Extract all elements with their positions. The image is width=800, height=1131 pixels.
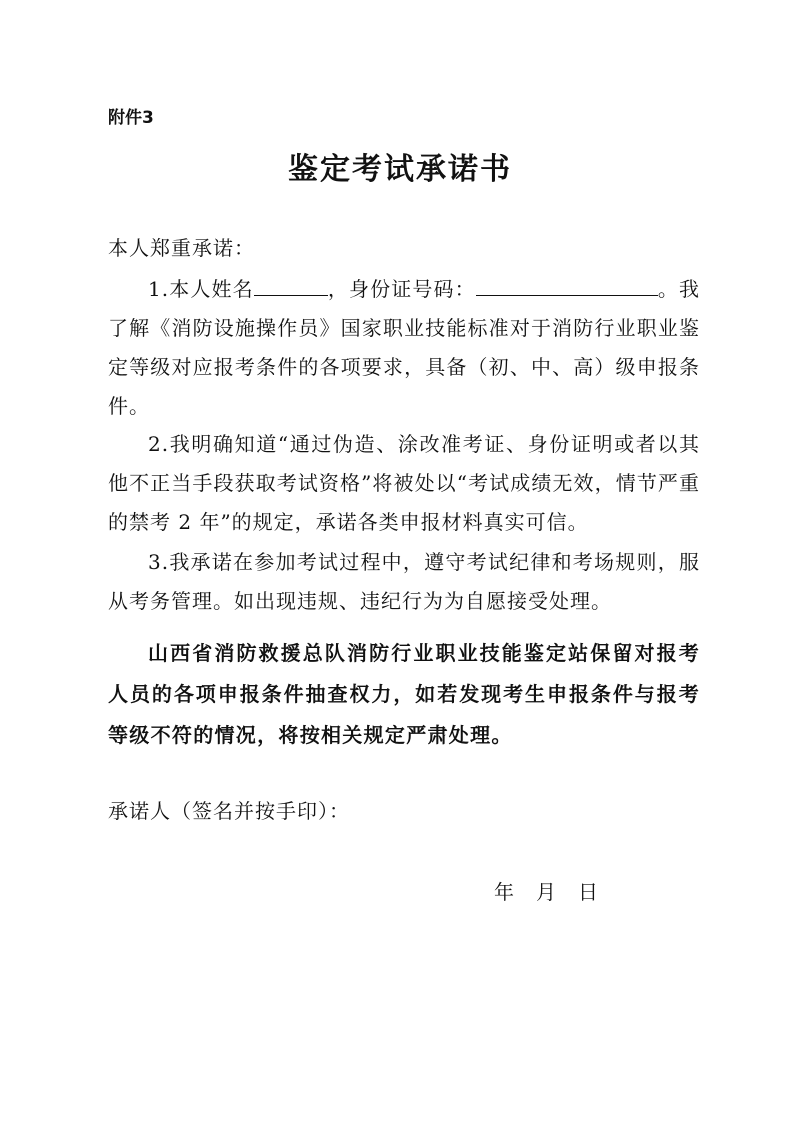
- signer-label: 承诺人（签名并按手印）：: [108, 799, 350, 823]
- pledge-item-1-text-c: 。我了解《消防设施操作员》国家职业技能标准对于消防行业职业鉴定等级对应报考条件的各项要求，具备（初、中、高）级申报条件。: [108, 277, 701, 418]
- authority-statement: 山西省消防救援总队消防行业职业技能鉴定站保留对报考人员的各项申报条件抽查权力，如若发现考生申报条件与报考等级不符的情况，将按相关规定严肃处理。: [108, 641, 700, 747]
- id-number-blank-field: [476, 275, 658, 296]
- pledge-item-1-text-a: 1.本人姓名: [148, 277, 254, 301]
- pledge-item-2: 2.我明确知道“通过伪造、涂改准考证、身份证明或者以其他不正当手段获取考试资格”将被处以“考试成绩无效，情节严重的禁考 2 年”的规定，承诺各类申报材料真实可信。: [108, 432, 700, 534]
- name-blank-field: [254, 275, 328, 296]
- date-year: 年: [494, 880, 514, 904]
- date-day: 日: [578, 880, 598, 904]
- attachment-label: 附件3: [108, 108, 154, 128]
- pledge-item-3: 3.我承诺在参加考试过程中，遵守考试纪律和考场规则，服从考务管理。如出现违规、违纪行为为自愿接受处理。: [108, 550, 700, 613]
- date-month: 月: [536, 880, 556, 904]
- pledge-item-1: [108, 270, 700, 426]
- greeting: 本人郑重承诺：: [108, 236, 255, 260]
- page-title: 鉴定考试承诺书: [288, 152, 512, 187]
- pledge-item-1-text-b: ，身份证号码：: [327, 277, 476, 301]
- date-line: [494, 873, 598, 912]
